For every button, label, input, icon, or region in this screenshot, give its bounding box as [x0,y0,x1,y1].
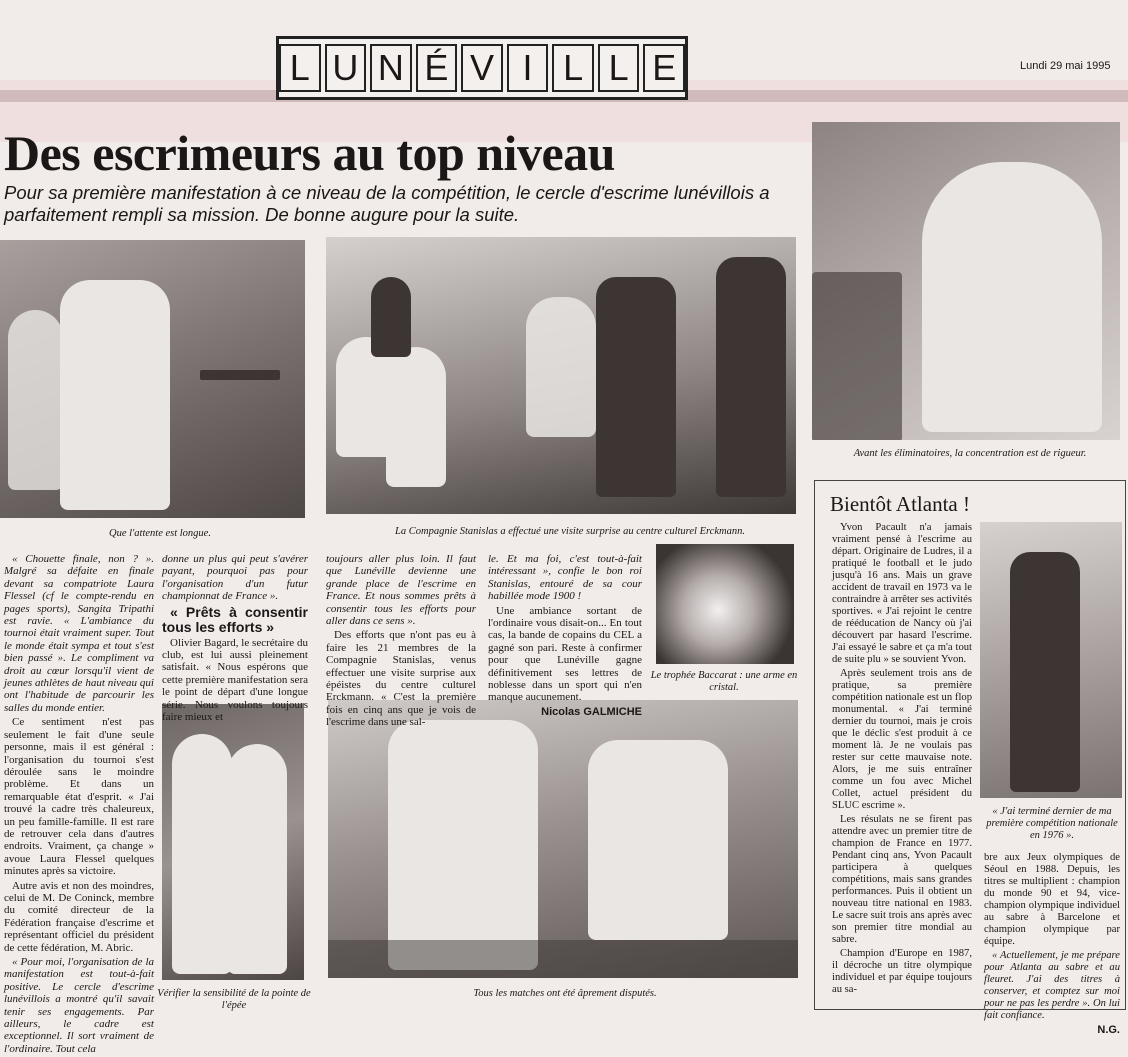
paragraph: « Actuellement, je me prépare pour Atlanta au sabre et au fleuret. J'ai des titres à conserver, et comptez sur moi pour ne pas les perdre ». On lui fait confiance. [984,950,1120,1021]
headline: Des escrimeurs au top niveau [4,125,615,181]
figure-shape [172,734,232,974]
paragraph: Olivier Bagard, le secrétaire du club, est lui aussi pleinement satisfait. « Nous espérons que cette première manifestation sera le point de départ d'une longue série. Nous voulons toujours faire mieux et [162,636,308,724]
figure-shape [596,277,676,497]
floor-shape [328,940,798,978]
caption-concentration: Avant les éliminatoires, la concentration est de rigueur. [853,448,1087,459]
photo-concentration [812,122,1120,440]
box-column-b [984,852,1120,1036]
publication-date: Lundi 29 mai 1995 [1020,60,1111,72]
photo-compagnie-stanislas [326,237,796,514]
subhead: Pour sa première manifestation à ce niveau de la compétition, le cercle d'escrime lunévillois a parfaitement rempli sa mission. De bonne augure pour la suite. [4,182,770,225]
background-shape [812,272,902,440]
masthead-letter: V [461,44,503,92]
paragraph: Autre avis et non des moindres, celui de M. De Coninck, membre du comité directeur de la Fédération française d'escrime et représentant officiel du président de cette fédération, M. Abric. [4,879,154,954]
paragraph: Les résulats ne se firent pas attendre avec un premier titre de champion de France en 1977. Pendant cinq ans, Yvon Pacault participera à quelques compétitions, mais sans grandes performances. Puis il obtient un nouveau titre national en 1983. Le sacre suit trois ans après avec son premier titre mondial au sabre. [832,814,972,945]
photo-baccarat-trophy [656,544,794,664]
masthead-letter: L [552,44,594,92]
paragraph: Des efforts que n'ont pas eu à faire les 21 membres de la Compagnie Stanislas, venus effectuer une visite surprise aux épéistes du centre culturel Erckmann. « C'est la première fois en cinq ans que je vois de l'escrime dans une sal- [326,629,476,729]
box-title: Bientôt Atlanta ! [830,492,970,516]
article-column-3 [326,553,476,731]
paragraph: Une ambiance sortant de l'ordinaire vous disait-on... En tout cas, la bande de copains du CEL a gagné son pari. Reste à confirmer pour que Lunéville gagne définitivement ses lettres de noblesse dans un sport qui n'en manque aucunement. [488,604,642,704]
figure-shape [227,744,287,974]
caption-stanislas: La Compagnie Stanislas a effectué une visite surprise au centre culturel Erckmann. [395,526,745,537]
masthead-letter: U [325,44,367,92]
masthead-letter: L [598,44,640,92]
masthead-letter: N [370,44,412,92]
article-column-2 [162,553,308,725]
masthead-letter: L [279,44,321,92]
box-column-a [832,522,972,998]
paragraph: Après seulement trois ans de pratique, sa première compétition nationale est un flop monumental. « J'ai terminé dernier du tournoi, mais je crois que le déclic s'est produit à ce moment là. Je ne voulais pas rester sur cette mauvaise note. Alors, je me suis entraîner comme un fou avec Michel Collet, actuel président du SLUC escrime ». [832,668,972,811]
caption-trophy: Le trophée Baccarat : une arme en cristal. [650,670,798,693]
paragraph: Champion d'Europe en 1987, il décroche un titre olympique individuel et par équipe toujours au sa- [832,948,972,995]
photo-matches [328,700,798,978]
paragraph: Ce sentiment n'est pas seulement le fait d'une seule personne, mais il est général : l'organisation du tournoi s'est déroulée sans le moindre problème. Et dans un remarquable état d'esprit. « J'ai trouvé la cadre très chaleureux, un peu famille-famille. Il est rare de retrouver cela dans d'autres endroits. Vraiment, ça change » avoue Laura Flessel quelques minutes après sa victoire. [4,716,154,878]
author-signature: Nicolas GALMICHE [541,705,642,718]
caption-matches: Tous les matches ont été âprement disputés. [473,988,657,999]
figure-shape [8,310,63,490]
figure-shape [388,720,538,970]
article-column-1 [4,553,154,1057]
masthead-letter: I [507,44,549,92]
paragraph: donne un plus qui peut s'avérer payant, pourquoi pas pour l'organisation d'un futur championnat de France ». [162,553,308,603]
caption-pacault: « J'ai terminé dernier de ma première compétition nationale en 1976 ». [986,806,1118,841]
masthead [276,36,688,100]
masthead-letter: É [416,44,458,92]
paragraph: « Chouette finale, non ? ». Malgré sa défaite en finale devant sa compatriote Laura Flessel (cf le compte-rendu en pages sports), Sangita Tripathi est ravie. « L'ambiance du tournoi était vraiment super. Tout le monde était sympa et tout s'est bien passé ». Le compliment va droit au cœur lorsqu'il vient de jeunes athlètes de haut niveau qui ont l'habitude de parcourir les salles du monde entier. [4,553,154,714]
figure-shape [371,277,411,357]
caption-epee: Vérifier la sensibilité de la pointe de l'épée [157,988,311,1011]
figure-shape [60,280,170,510]
photo-waiting-fencers [0,240,305,518]
photo-epee-check [162,704,304,980]
article-column-4 [488,553,642,718]
figure-shape [922,162,1102,432]
caption-waiting: Que l'attente est longue. [109,528,211,539]
paragraph: le. Et ma foi, c'est tout-à-fait intéressant », confie le bon roi Stanislas, entouré de sa cour habillée mode 1900 ! [488,553,642,603]
paragraph: « Pour moi, l'organisation de la manifestation est tout-à-fait positive. Le cercle d'escrime lunévillois a montré qu'il savait tenir ses engagements. Par ailleurs, le cadre est exceptionnel. Il sort vraiment de l'ordinaire. Tout cela [4,956,154,1055]
section-subtitle: « Prêts à consentir tous les efforts » [162,603,308,635]
figure-shape [716,257,786,497]
chair-shape [200,370,280,380]
paragraph: Yvon Pacault n'a jamais vraiment pensé à l'escrime au départ. Originaire de Ludres, il a pratiqué le football et le judo jusqu'à 16 ans. Mais un grave accident de travail en 1973 va le contraindre à arrêter ses activités sportives. « J'ai rejoint le centre de rééducation de Nancy où j'ai découvert par hasard l'escrime. J'ai essayé le sabre et ça m'a tout de suite plu » se souvient Yvon. [832,522,972,665]
paragraph: toujours aller plus loin. Il faut que Lunéville devienne une grande place de l'escrime en France. Et nous sommes prêts à consentir tous les efforts pour aller dans ce sens ». [326,553,476,628]
paragraph: bre aux Jeux olympiques de Séoul en 1988. Depuis, les titres se multiplient : champion du monde 90 et 94, vice-champion olympique individuel au sabre à Barcelone et champion olympique par équipe. [984,852,1120,947]
box-signature: N.G. [1097,1024,1120,1036]
figure-shape [526,297,596,437]
figure-shape [588,740,728,940]
figure-shape [386,347,446,487]
masthead-letter: E [643,44,685,92]
